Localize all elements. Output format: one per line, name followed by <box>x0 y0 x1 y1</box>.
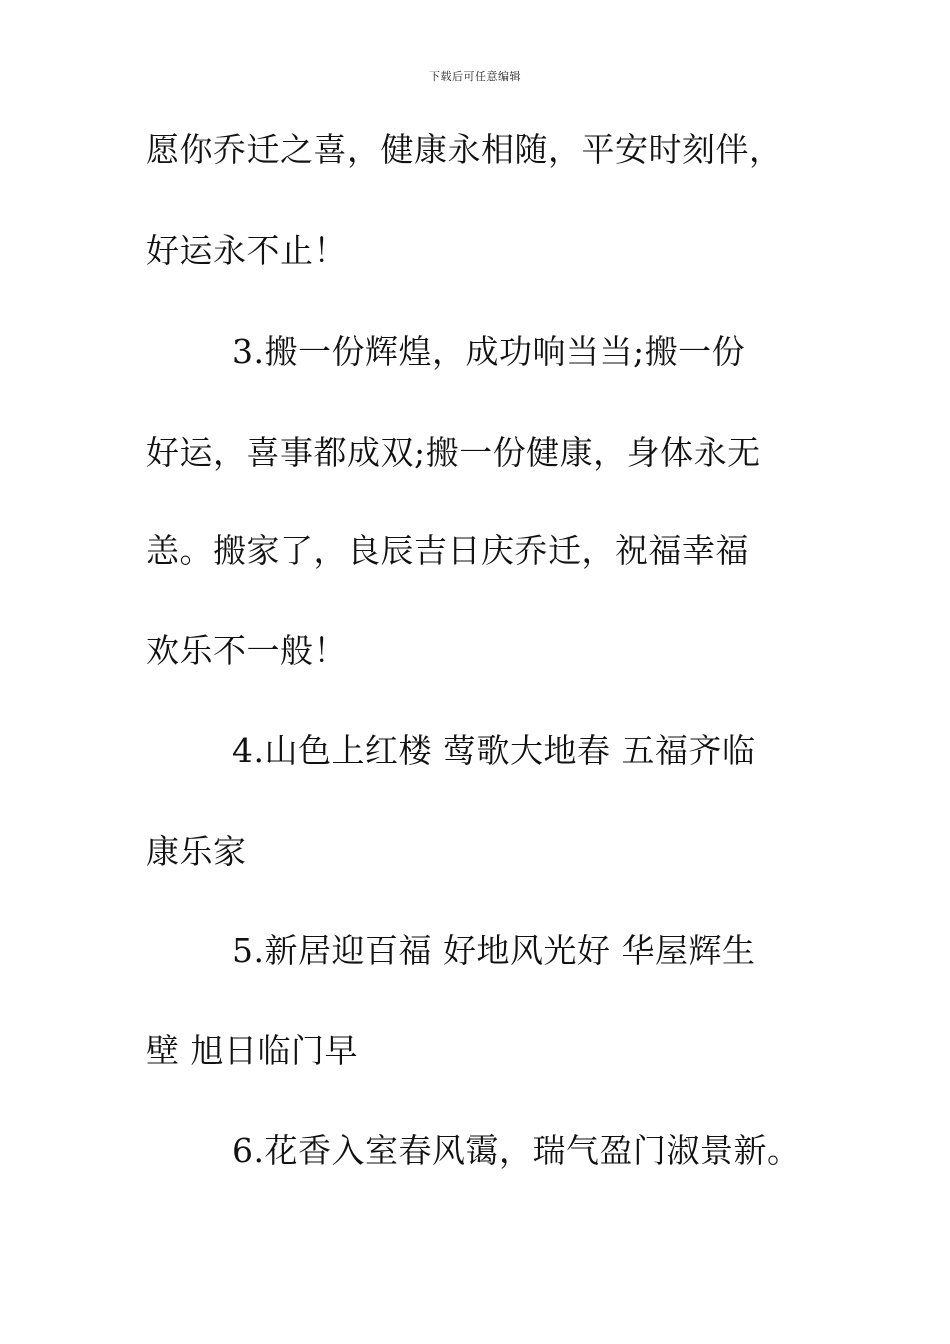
text-line: 壁 旭日临门早 <box>146 1031 358 1070</box>
paragraph-4-line: 4.山色上红楼 莺歌大地春 五福齐临 <box>232 731 756 770</box>
paragraph-3-line: 3.搬一份辉煌，成功响当当;搬一份 <box>232 332 746 371</box>
text-line: 好运，喜事都成双;搬一份健康，身体永无 <box>146 433 761 472</box>
paragraph-6-line: 6.花香入室春风霭，瑞气盈门淑景新。 <box>232 1131 801 1170</box>
paragraph-5-line: 5.新居迎百福 好地风光好 华屋辉生 <box>232 931 756 970</box>
text-line: 好运永不止！ <box>146 231 347 270</box>
page-header-note: 下载后可任意编辑 <box>429 70 521 83</box>
text-line: 欢乐不一般！ <box>146 631 347 670</box>
text-line: 康乐家 <box>146 832 247 871</box>
text-line: 恙。搬家了，良辰吉日庆乔迁，祝福幸福 <box>146 531 749 570</box>
text-line: 愿你乔迁之喜，健康永相随，平安时刻伴， <box>146 130 783 169</box>
